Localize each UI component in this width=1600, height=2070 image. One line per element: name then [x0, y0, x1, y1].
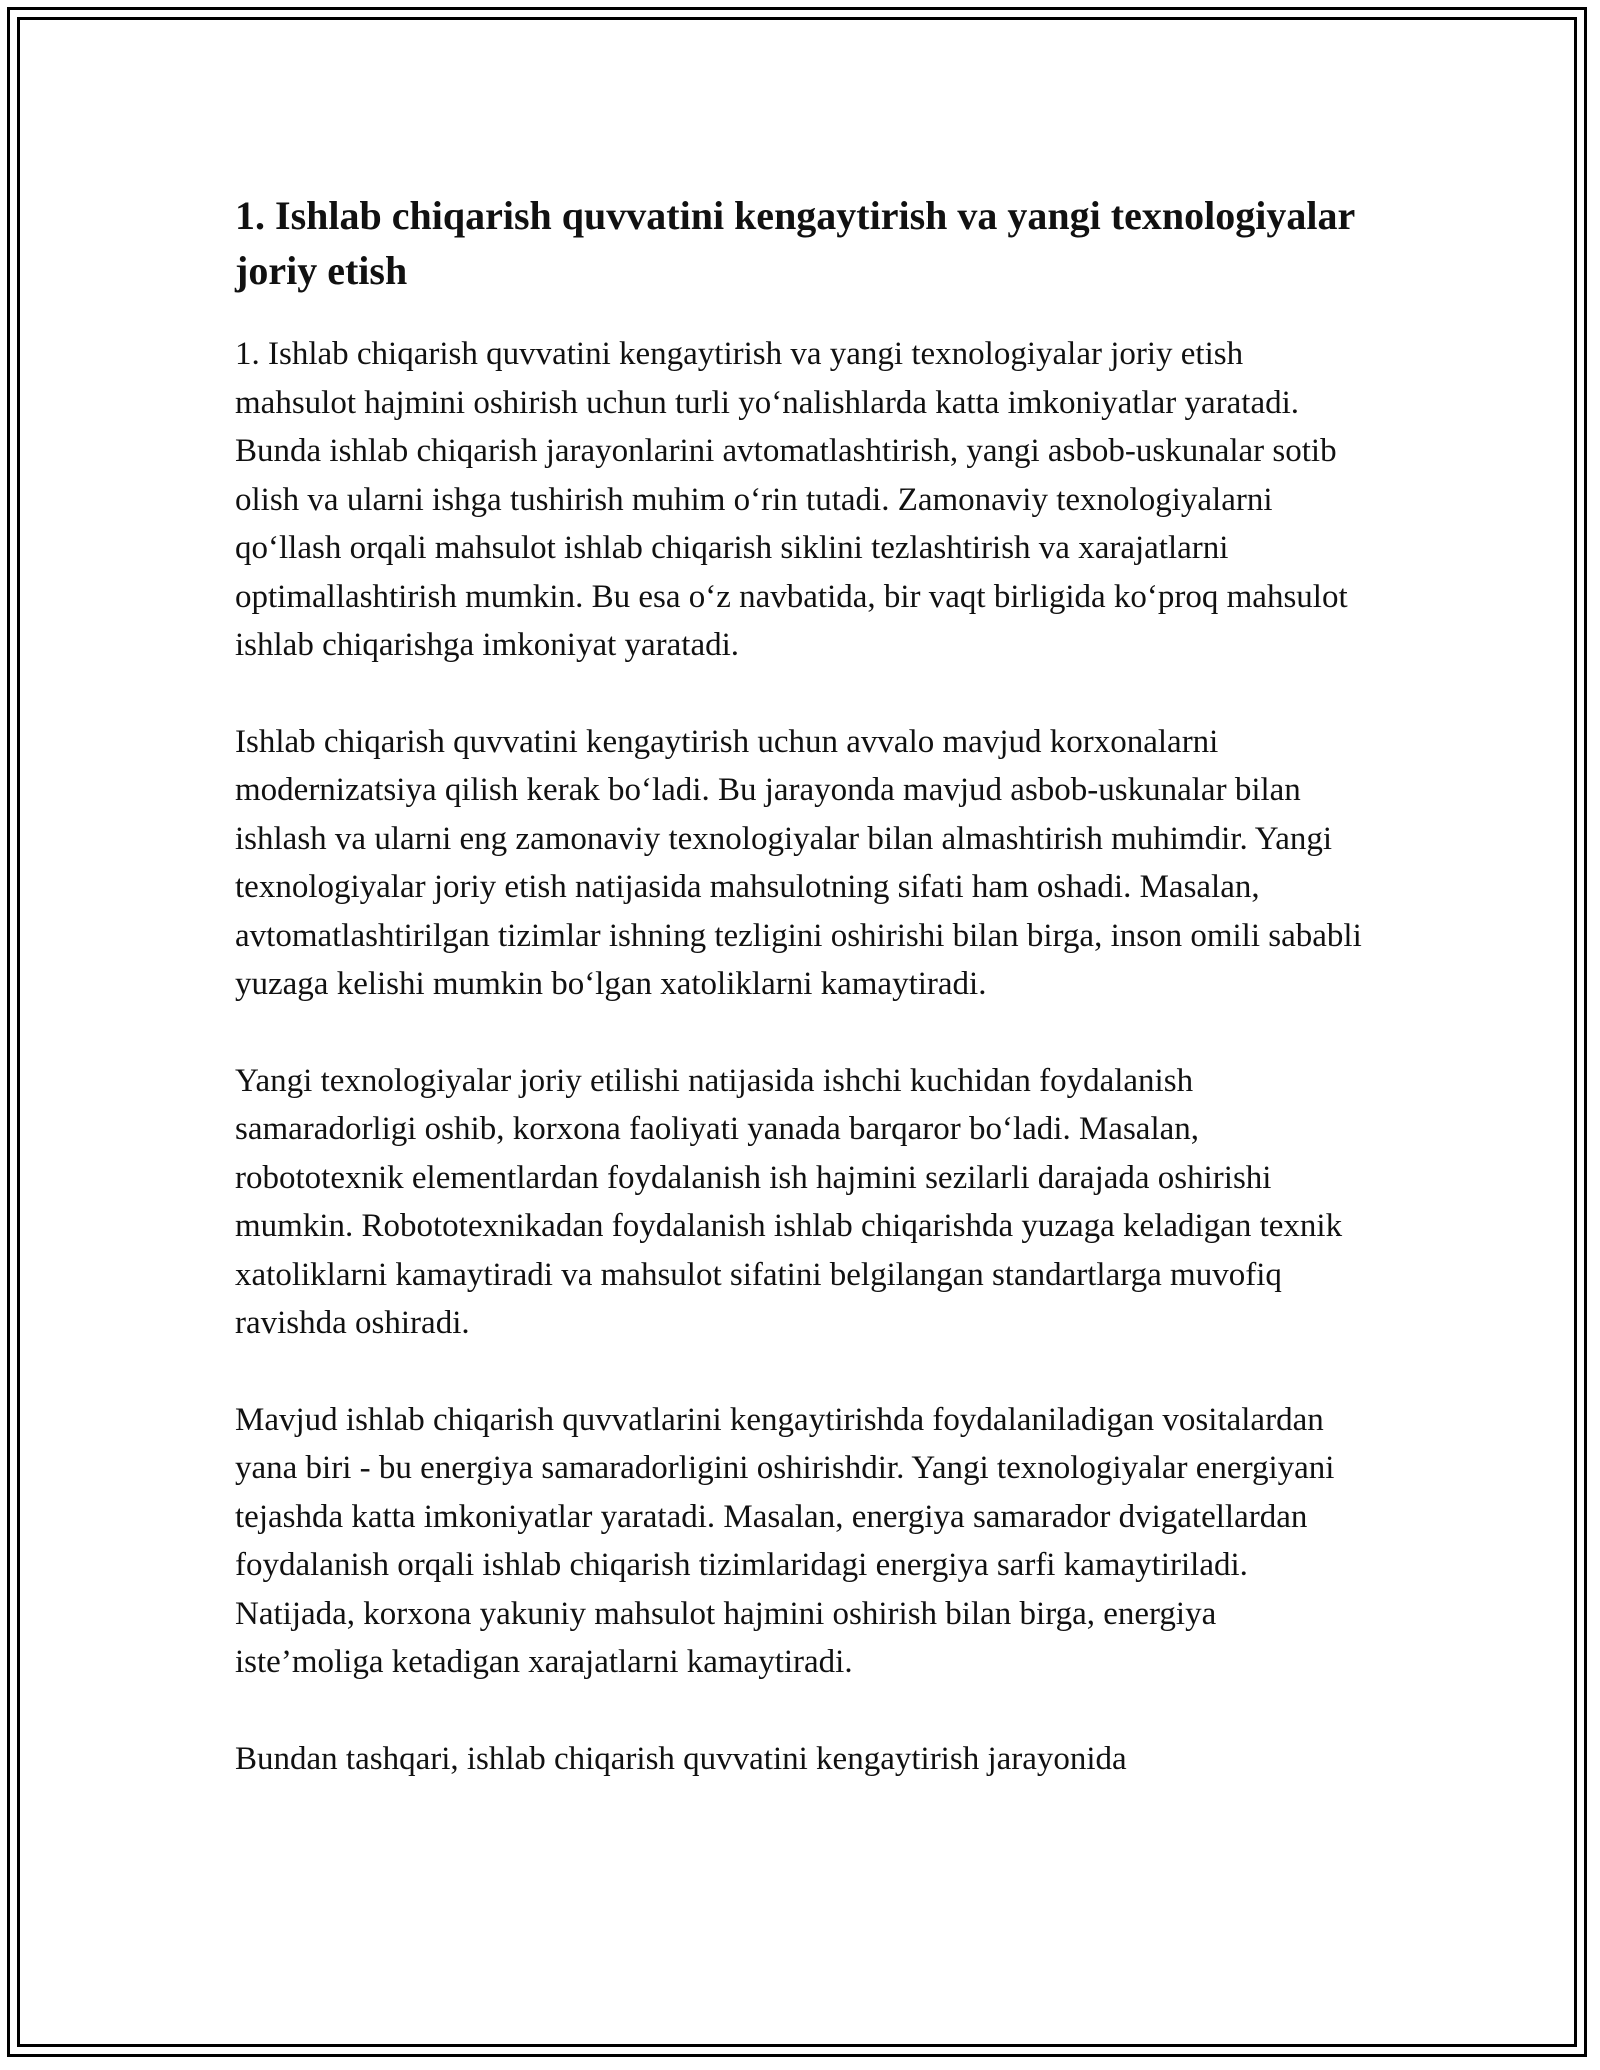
document-body [235, 188, 1365, 1831]
paragraph-5: Bundan tashqari, ishlab chiqarish quvvatini kengaytirish jarayonida [235, 1740, 1127, 1777]
paragraph-2: Ishlab chiqarish quvvatini kengaytirish uchun avvalo mavjud korxonalarni modernizatsiya qilish kerak bo‘ladi. Bu jarayonda mavjud asbob-uskunalar bilan ishlash va ularni eng zamonaviy texnologiyalar bilan almashtirish muhimdir. Yangi texnologiyalar joriy etish natijasida mahsulotning sifati ham oshadi. Masalan, avtomatlashtirilgan tizimlar ishning tezligini oshirishi bilan birga, inson omili sababli yuzaga kelishi mumkin bo‘lgan xatoliklarni kamaytiradi. [235, 723, 1362, 1002]
document-heading: 1. Ishlab chiqarish quvvatini kengaytirish va yangi texnologiyalar joriy etish [235, 193, 1355, 293]
paragraph-4: Mavjud ishlab chiqarish quvvatlarini kengaytirishda foydalaniladigan vositalardan yana biri - bu energiya samaradorligini oshirishdir. Yangi texnologiyalar energiyani tejashda katta imkoniyatlar yaratadi. Masalan, energiya samarador dvigatellardan foydalanish orqali ishlab chiqarish tizimlaridagi energiya sarfi kamaytiriladi. Natijada, korxona yakuniy mahsulot hajmini oshirish bilan birga, energiya iste’moliga ketadigan xarajatlarni kamaytiradi. [235, 1401, 1335, 1680]
paragraph-1: 1. Ishlab chiqarish quvvatini kengaytirish va yangi texnologiyalar joriy etish mahsulot hajmini oshirish uchun turli yo‘nalishlarda katta imkoniyatlar yaratadi. Bunda ishlab chiqarish jarayonlarini avtomatlashtirish, yangi asbob-uskunalar sotib olish va ularni ishga tushirish muhim o‘rin tutadi. Zamonaviy texnologiyalarni qo‘llash orqali mahsulot ishlab chiqarish siklini tezlashtirish va xarajatlarni optimallashtirish mumkin. Bu esa o‘z navbatida, bir vaqt birligida ko‘proq mahsulot ishlab chiqarishga imkoniyat yaratadi. [235, 336, 1348, 663]
paragraph-3: Yangi texnologiyalar joriy etilishi natijasida ishchi kuchidan foydalanish samaradorligi oshib, korxona faoliyati yanada barqaror bo‘ladi. Masalan, robototexnik elementlardan foydalanish ish hajmini sezilarli darajada oshirishi mumkin. Robototexnikadan foydalanish ishlab chiqarishda yuzaga keladigan texnik xatoliklarni kamaytiradi va mahsulot sifatini belgilangan standartlarga muvofiq ravishda oshiradi. [235, 1062, 1343, 1341]
